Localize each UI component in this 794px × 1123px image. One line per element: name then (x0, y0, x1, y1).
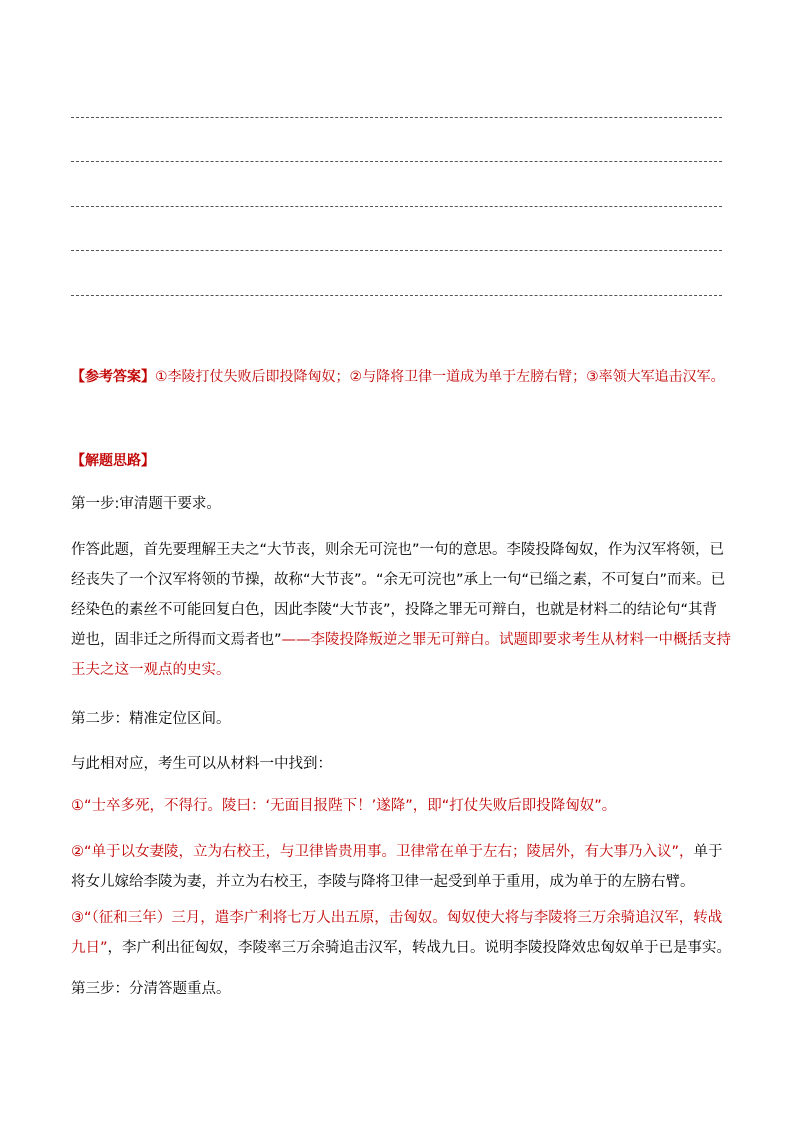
evidence-item-3-quote: ③“（征和三年）三月，遣李广利将七万人出五原，击匈奴。匈奴使大将与李陵将三万余骑追汉军，转战九日” (71, 910, 723, 956)
evidence-item-2-quote: ②“单于以女妻陵，立为右校王，与卫律皆贵用事。卫律常在单于左右；陵居外，有大事乃入议”， (71, 844, 694, 860)
step-1: 第一步:审清题干要求。 (71, 496, 221, 512)
answer-line-5 (71, 295, 722, 296)
analysis-label: 【解题思路】 (71, 453, 155, 469)
reference-answer (71, 362, 731, 392)
answer-line-2 (71, 161, 722, 162)
evidence-item-1: ①“士卒多死，不得行。陵曰：‘无面目报陛下！’遂降”，即“打仗失败后即投降匈奴”。 (71, 798, 617, 814)
intro-line: 与此相对应，考生可以从材料一中找到： (71, 756, 332, 772)
analysis-paragraph (71, 535, 731, 685)
answer-line-4 (71, 250, 722, 251)
reference-answer-text: ①李陵打仗失败后即投降匈奴；②与降将卫律一道成为单于左膀右臂；③率领大军追击汉军。 (155, 369, 725, 385)
evidence-item-3 (71, 903, 731, 963)
answer-line-3 (71, 206, 722, 207)
analysis-paragraph-part1: 作答此题，首先要理解王夫之“大节丧，则余无可浣也”一句的意思。李陵投降匈奴，作为汉军将领，已经丧失了一个汉军将领的节操，故称“大节丧”。“余无可浣也”承上一句“已缁之素，不可复白”而来。已经染色的素丝不可能回复白色，因此李陵“大节丧”，投降之罪无可辩白，也就是材料二的结论句“其背逆也，固非迁之所得而文焉者也” (71, 542, 726, 648)
evidence-item-3-explanation: ，李广利出征匈奴，李陵率三万余骑追击汉军，转战九日。说明李陵投降效忠匈奴单于已是事实。 (107, 940, 732, 956)
evidence-item-2 (71, 837, 731, 897)
step-2: 第二步：精准定位区间。 (71, 711, 231, 727)
step-3: 第三步：分清答题重点。 (71, 981, 231, 997)
analysis-heading (71, 446, 731, 476)
reference-answer-label: 【参考答案】 (71, 369, 155, 385)
evidence-item-2-explanation: 单于将女儿嫁给李陵为妻，并立为右校王，李陵与降将卫律一起受到单于重用，成为单于的左膀右臂。 (71, 844, 723, 890)
answer-line-1 (71, 117, 722, 118)
analysis-paragraph-part2: ——李陵投降叛逆之罪无可辩白。试题即要求考生从材料一中概括支持王夫之这一观点的史实。 (71, 632, 732, 678)
